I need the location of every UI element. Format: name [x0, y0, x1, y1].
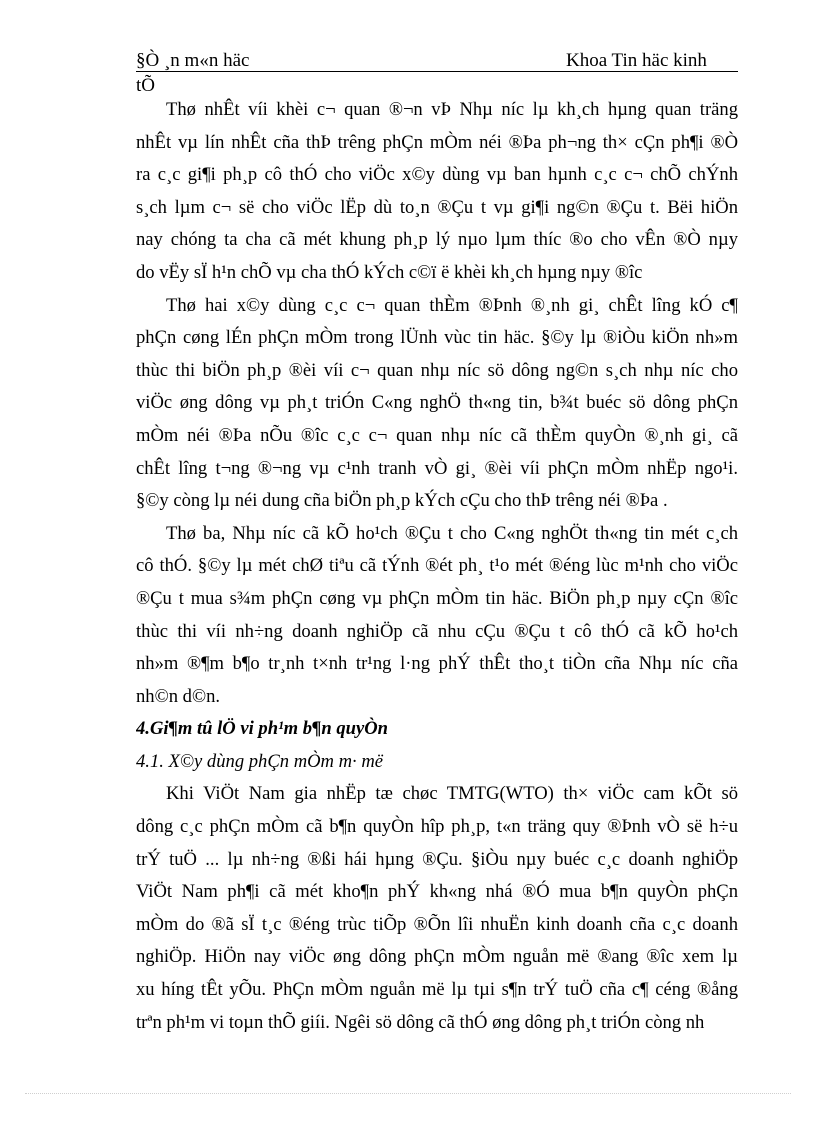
text-line: trÝ tuÖ ... lµ nh÷ng ®ßi hái hµng ®Çu. §iÒu nµy buéc c¸c doanh nghiÖp: [136, 848, 738, 870]
text-line: Khi ViÖt Nam gia nhËp tæ chøc TMTG(WTO) th× viÖc cam kÕt sö: [166, 783, 738, 805]
text-line: nay chóng ta cha cã mét khung ph¸p lý nµo lµm thíc ®o cho vÊn ®Ò nµy: [136, 229, 738, 251]
page-bottom-divider: [25, 1093, 791, 1094]
text-line: nh©n d©n.: [136, 685, 221, 707]
text-line: §©y còng lµ néi dung cña biÖn ph¸p kÝch cÇu cho thÞ trêng néi ®Þa .: [136, 490, 668, 512]
paragraph-first: [136, 94, 738, 290]
text-line: mÒm do ®ã sÏ t¸c ®éng trùc tiÕp ®Õn lîi nhuËn kinh doanh cña c¸c doanh: [136, 913, 738, 935]
header-faculty: Khoa Tin häc kinh: [566, 50, 707, 71]
section-heading: 4.Gi¶m tû lÖ vi ph¹m b¶n quyÒn: [136, 718, 388, 740]
text-line: ®Çu t mua s¾m phÇn cøng vµ phÇn mÒm tin häc. BiÖn ph¸p nµy cÇn ®îc: [136, 587, 738, 609]
text-line: chÊt lîng t¬ng ®¬ng vµ c¹nh tranh vÒ gi¸ ®èi víi phÇn mÒm nhËp ngo¹i.: [136, 457, 738, 479]
text-line: nghiÖp. HiÖn nay viÖc øng dông phÇn mÒm nguån më ®ang ®îc xem lµ: [136, 946, 738, 968]
text-line: thùc thi víi nh÷ng doanh nghiÖp cã nhu cÇu ®Çu t cô thÓ cã kÕ ho¹ch: [136, 620, 738, 642]
paragraph-second: [136, 290, 738, 518]
text-line: ViÖt Nam ph¶i cã mét kho¶n phÝ kh«ng nhá ®Ó mua b¶n quyÒn phÇn: [136, 881, 738, 903]
document-body: [136, 94, 738, 1039]
text-line: do vËy sÏ h¹n chÕ vµ cha thÓ kÝch c©ï ë khèi kh¸ch hµng nµy ®îc: [136, 261, 643, 283]
text-line: xu híng tÊt yÕu. PhÇn mÒm nguån më lµ tµi s¶n trÝ tuÖ cña c¶ céng ®ång: [136, 979, 738, 1001]
text-line: s¸ch lµm c¬ së cho viÖc lËp dù to¸n ®Çu t vµ gi¶i ng©n ®Çu t. Bëi hiÖn: [136, 196, 738, 218]
page-header: [136, 50, 738, 94]
text-line: trªn ph¹m vi toµn thÕ giíi. Ngêi sö dông cã thÓ øng dông ph¸t triÓn còng nh: [136, 1011, 705, 1033]
text-line: mÒm néi ®Þa nÕu ®îc c¸c c¬ quan nhµ níc cã thÈm quyÒn ®¸nh gi¸ cã: [136, 424, 738, 446]
text-line: dông c¸c phÇn mÒm cã b¶n quyÒn hîp ph¸p, t«n träng quy ®Þnh vÒ së h÷u: [136, 816, 738, 838]
text-line: viÖc øng dông vµ ph¸t triÓn C«ng nghÖ th«ng tin, b¾t buéc sö dông phÇn: [136, 392, 738, 414]
text-line: Thø hai x©y dùng c¸c c¬ quan thÈm ®Þnh ®¸nh gi¸ chÊt lîng kÓ c¶: [166, 294, 738, 316]
text-line: Thø ba, Nhµ níc cã kÕ ho¹ch ®Çu t cho C«ng nghÖt th«ng tin mét c¸ch: [166, 522, 738, 544]
text-line: ra c¸c gi¶i ph¸p cô thÓ cho viÖc x©y dùng vµ ban hµnh c¸c c¬ chÕ chÝnh: [136, 164, 738, 186]
paragraph-third: [136, 518, 738, 714]
paragraph-fourth: [136, 778, 738, 1039]
text-line: nh»m ®¶m b¶o tr¸nh t×nh tr¹ng l·ng phÝ thÊt tho¸t tiÒn cña Nhµ níc cña: [136, 653, 738, 675]
header-faculty-continuation: tÕ: [136, 75, 155, 96]
subsection-heading: 4.1. X©y dùng phÇn mÒm m· më: [136, 750, 384, 772]
text-line: thùc thi biÖn ph¸p ®èi víi c¬ quan nhµ níc sö dông ng©n s¸ch nhµ níc cho: [136, 359, 738, 381]
text-line: phÇn cøng lÉn phÇn mÒm trong lÜnh vùc tin häc. §©y lµ ®iÒu kiÖn nh»m: [136, 327, 738, 349]
text-line: cô thÓ. §©y lµ mét chØ tiªu cã tÝnh ®ét ph¸ t¹o mét ®éng lùc m¹nh cho viÖc: [136, 555, 738, 577]
header-underline: [136, 71, 738, 72]
header-project-title: §Ò ¸n m«n häc: [136, 50, 250, 71]
text-line: Thø nhÊt víi khèi c¬ quan ®¬n vÞ Nhµ níc lµ kh¸ch hµng quan träng: [166, 99, 738, 120]
text-line: nhÊt vµ lín nhÊt cña thÞ trêng phÇn mÒm néi ®Þa ph¬ng th× cÇn ph¶i ®Ò: [136, 131, 738, 153]
